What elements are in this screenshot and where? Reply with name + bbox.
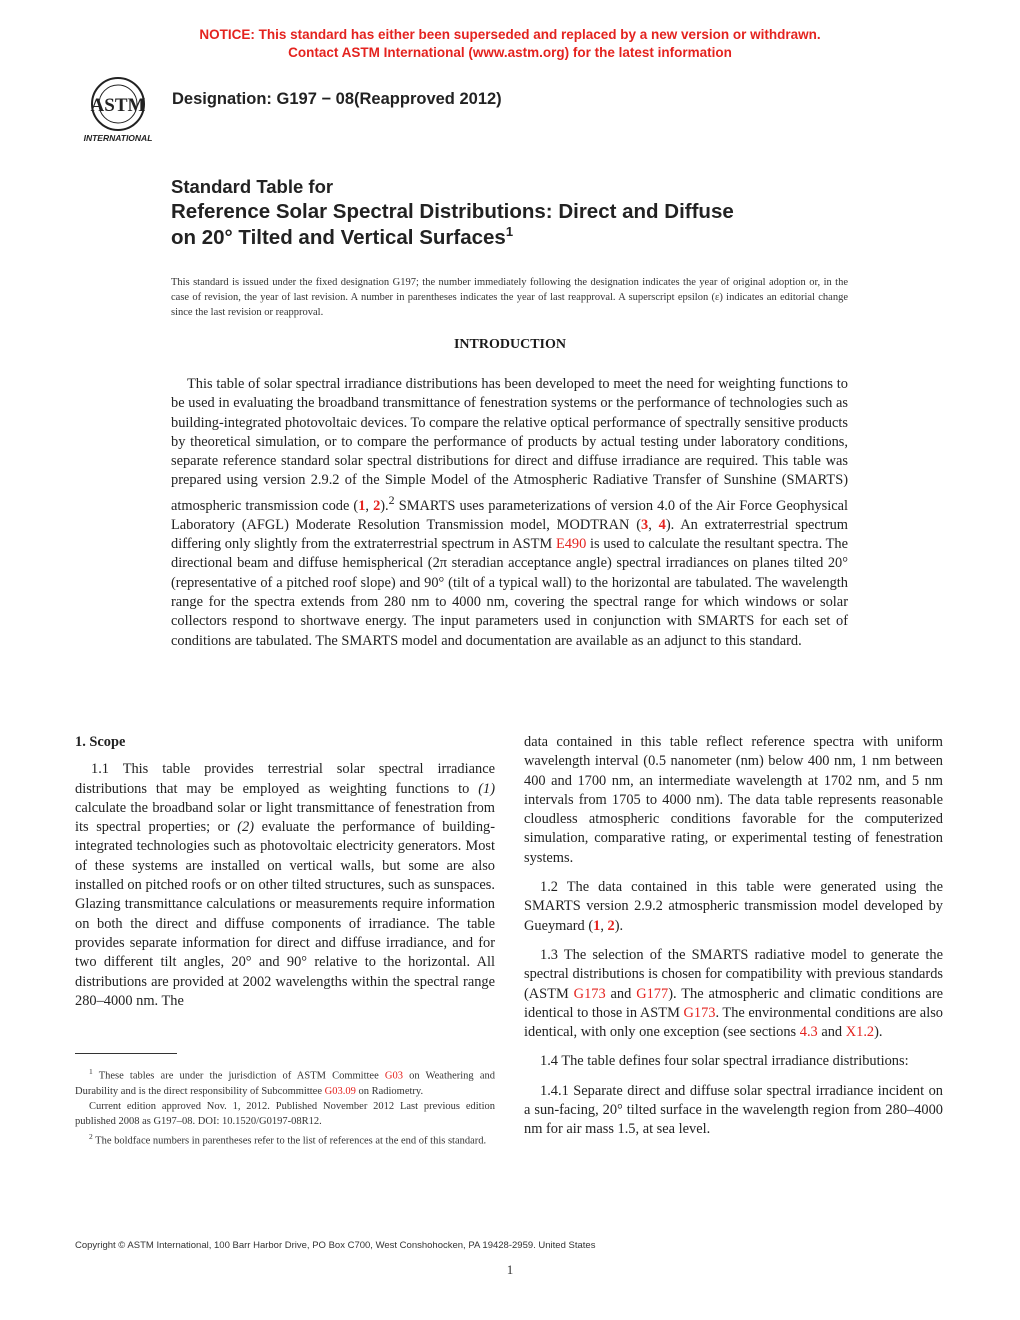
footnote-edition: Current edition approved Nov. 1, 2012. Published November 2012 Last previous edition published 2008 as G197–08. DOI: 10.1520/G0197-08R12. bbox=[75, 1100, 495, 1127]
logo-subtext: INTERNATIONAL bbox=[83, 133, 153, 143]
g173-link-2[interactable]: G173 bbox=[683, 1004, 716, 1021]
notice-line-1: NOTICE: This standard has either been superseded and replaced by a new version or withdrawn. bbox=[199, 27, 821, 42]
designation: Designation: G197 − 08(Reapproved 2012) bbox=[172, 90, 502, 108]
g03-link[interactable]: G03 bbox=[384, 1070, 403, 1082]
reference-link-2[interactable]: 2 bbox=[373, 497, 381, 514]
standard-title bbox=[171, 175, 871, 251]
issued-note: This standard is issued under the fixed designation G197; the number immediately following the designation indicates the year of original adoption or, in the case of revision, the year of last revision. A number in parentheses indicates the year of last reapproval. A superscript epsilon (ε) indicates an editorial change since the last revision or reapproval. bbox=[171, 277, 848, 318]
footnote-divider bbox=[75, 1053, 177, 1054]
introduction-heading: INTRODUCTION bbox=[453, 337, 566, 352]
reference-link-1[interactable]: 1 bbox=[358, 497, 366, 514]
scope-heading: 1. Scope bbox=[75, 734, 126, 750]
title-line-2: Reference Solar Spectral Distributions: Direct and Diffuse bbox=[171, 200, 734, 223]
notice-line-2: Contact ASTM International (www.astm.org) for the latest information bbox=[288, 45, 732, 60]
copyright-line: Copyright © ASTM International, 100 Barr Harbor Drive, PO Box C700, West Conshohocken, PA 19428-2959. United States bbox=[75, 1240, 596, 1251]
gueymard-ref-1[interactable]: 1 bbox=[593, 917, 601, 934]
scope-right-column bbox=[524, 733, 943, 1150]
section-4-3-link[interactable]: 4.3 bbox=[799, 1024, 818, 1041]
gueymard-ref-2[interactable]: 2 bbox=[607, 917, 615, 934]
paragraph-1-4-1: 1.4.1 Separate direct and diffuse solar spectral irradiance incident on a sun-facing, 20° tilted surface in the wavelength region from 280–4000 nm for air mass 1.5, at sea level. bbox=[524, 1082, 943, 1138]
scope-left-column bbox=[75, 733, 495, 1021]
paragraph-1-2: 1.2 The data contained in this table were generated using the SMARTS version 2.9.2 atmospheric transmission model developed by Gueymard (1, 2). bbox=[524, 879, 943, 934]
section-x1-2-link[interactable]: X1.2 bbox=[845, 1024, 875, 1041]
footnote-mark-2: 2 bbox=[388, 492, 395, 507]
title-footnote-mark: 1 bbox=[505, 224, 514, 240]
footnotes bbox=[75, 1064, 495, 1148]
paragraph-1-3: 1.3 The selection of the SMARTS radiative model to generate the spectral distributions is chosen for compatibility with previous standards (ASTM G173 and G177). The atmospheric and climatic conditions are identical to those in ASTM G173. The environmental conditions are also identical, with only one exception (see sections 4.3 and X1.2). bbox=[524, 946, 944, 1041]
astm-logo bbox=[72, 74, 164, 146]
footnote-1: $^1$ These tables are under the jurisdiction of ASTM Committee G03 on Weathering and Durability and is the direct responsibility of Subcommittee G03.09 on Radiometry. bbox=[75, 1067, 495, 1097]
reference-link-4[interactable]: 4 bbox=[658, 516, 666, 533]
g173-link[interactable]: G173 bbox=[573, 985, 606, 1002]
g0309-link[interactable]: G03.09 bbox=[324, 1085, 356, 1097]
footnote-2: $^2$ The boldface numbers in parentheses refer to the list of references at the end of this standard. bbox=[89, 1131, 487, 1146]
paragraph-1-1: 1.1 This table provides terrestrial solar spectral irradiance distributions that may be employed as weighting functions to (1) calculate the broadband solar or light transmittance of fenestration from its spectral properties; or (2) evaluate the performance of building-integrated technologies such as photovoltaic electricity generators. Most of these systems are installed on vertical walls, but some are also installed on pitched roofs or on other tilted structures, such as sunspaces. Glazing transmittance calculations or measurements require information on both the direct and diffuse components of irradiance. The table provides separate information for direct and diffuse irradiance, and for two different tilt angles, 20° and 90° relative to the horizontal. All distributions are provided at 2002 wavelengths within the spectral range 280–4000 nm. The bbox=[75, 761, 495, 1009]
paragraph-1-4: 1.4 The table defines four solar spectral irradiance distributions: bbox=[540, 1053, 909, 1070]
g177-link[interactable]: G177 bbox=[636, 985, 669, 1002]
paragraph-1-1-continued: data contained in this table reflect reference spectra with uniform wavelength interval (0.5 nanometer (nm) below 400 nm, 1 nm between 400 and 1700 nm, an intermediate wavelength at 1702 nm, and 5 nm intervals from 1705 to 4000 nm). The data table represents reasonable cloudless atmospheric conditions favorable for the computerized simulation, comparative rating, or experimental testing of fenestration systems. bbox=[524, 734, 943, 866]
page-number: 1 bbox=[506, 1262, 514, 1277]
introduction-body: This table of solar spectral irradiance distributions has been developed to meet the need for weighting functions to be used in evaluating the broadband transmittance of fenestration systems or the performance of technologies such as building-integrated photovoltaic devices. To compare the relative optical performance of spectrally sensitive products by theoretical simulation, or to compare the performance of products by actual testing under laboratory conditions, separate reference standard solar spectral distributions for direct and diffuse irradiance are required. This table was prepared using version 2.9.2 of the Simple Model of the Atmospheric Radiative Transfer of Sunshine (SMARTS) atmospheric transmission code (1, 2).$^2$ SMARTS uses parameterizations of version 4.0 of the Air Force Geophysical Laboratory (AFGL) Moderate Resolution Transmission model, MODTRAN (3, 4). An extraterrestrial spectrum differing only slightly from the extraterrestrial spectrum in ASTM E490 is used to calculate the resultant spectra. The directional beam and diffuse hemispherical (2π steradian acceptance angle) spectral irradiances on planes tilted 20° (representative of a pitched roof slope) and 90° (tilt of a typical wall) to the horizontal are tabulated. The wavelength range for the spectra extends from 280 nm to 4000 nm, covering the spectral range for which windows or solar collectors respond to shortwave energy. The input parameters used in conjunction with SMARTS for each set of conditions are tabulated. The SMARTS model and documentation are available as an adjunct to this standard. bbox=[171, 376, 849, 649]
logo-text: ASTM bbox=[90, 95, 146, 116]
title-line-3: on 20° Tilted and Vertical Surfaces$^1$ bbox=[171, 224, 514, 249]
withdrawal-notice bbox=[0, 26, 1020, 62]
e490-link[interactable]: E490 bbox=[555, 536, 587, 553]
title-line-1: Standard Table for bbox=[171, 176, 334, 197]
reference-link-3[interactable]: 3 bbox=[641, 516, 649, 533]
